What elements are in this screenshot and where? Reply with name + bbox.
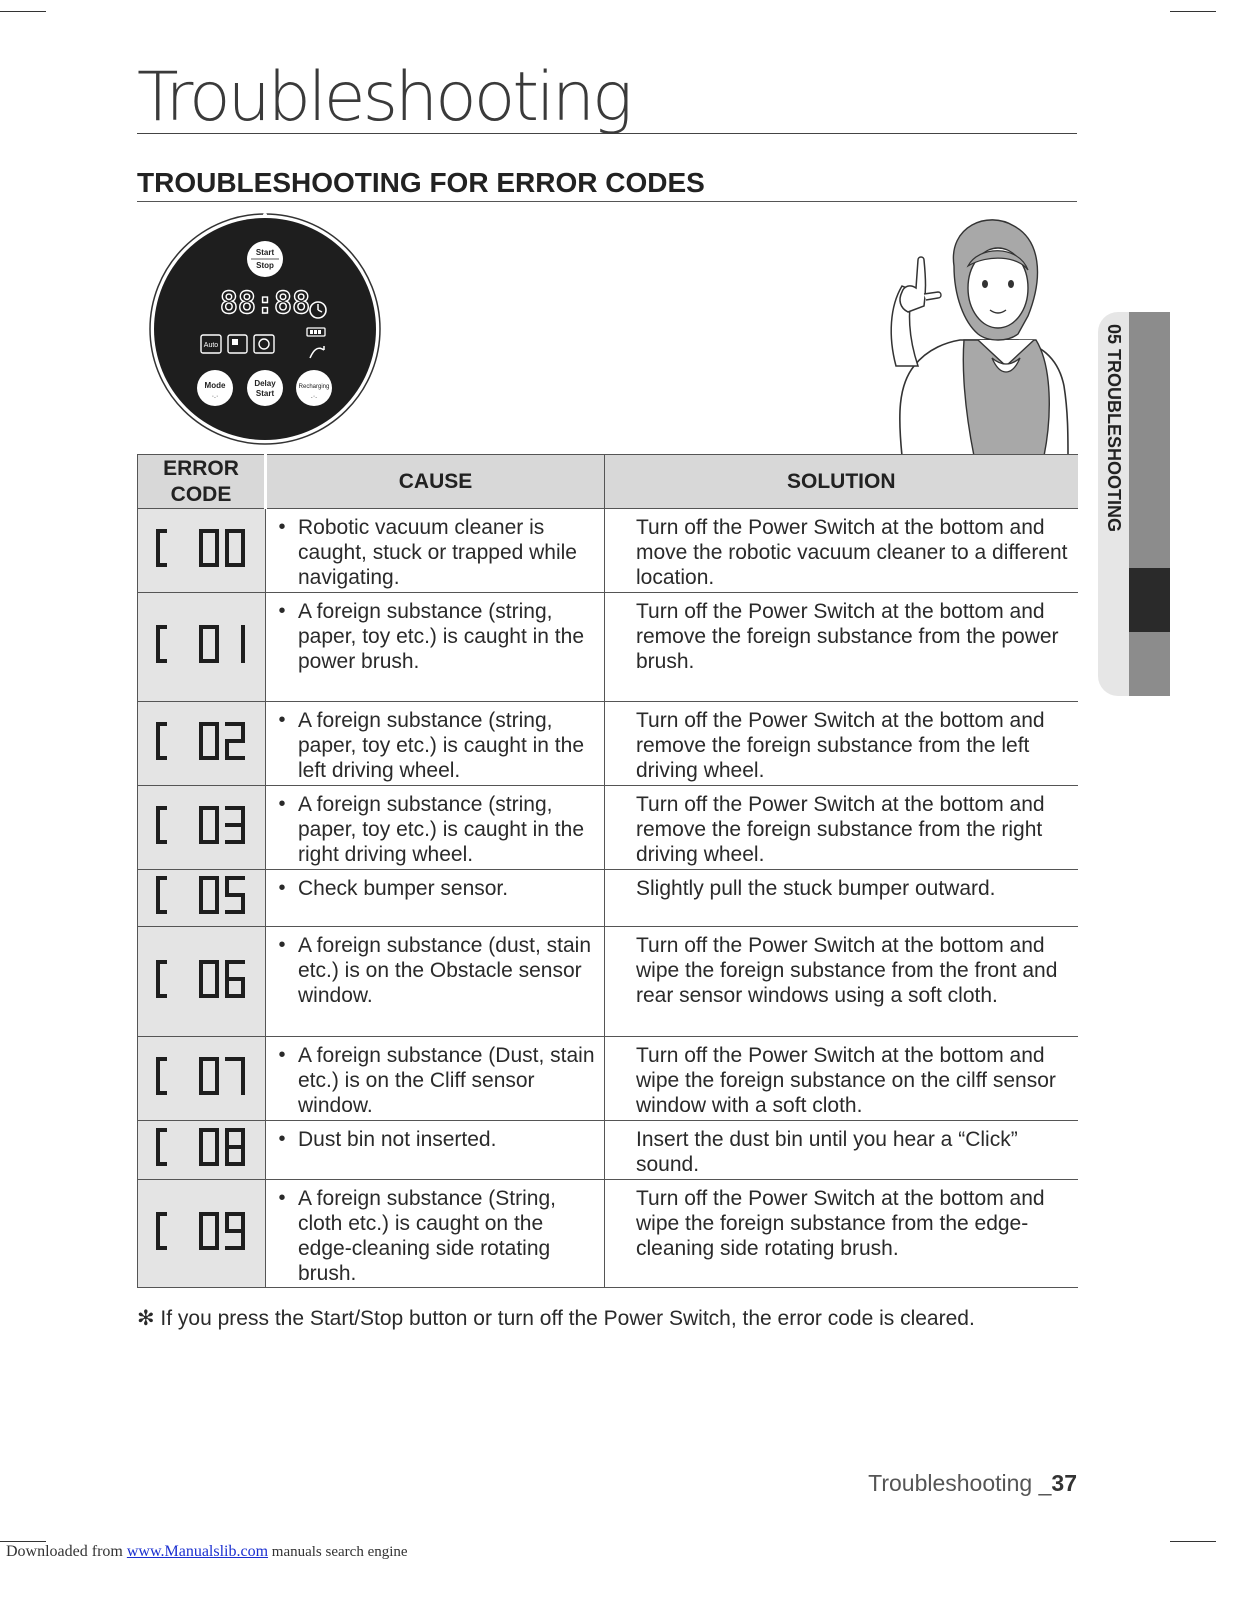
error-code-display — [152, 721, 246, 761]
error-code-cell — [138, 593, 266, 702]
led-display: 88:88 — [219, 286, 311, 321]
header-solution: SOLUTION — [605, 455, 1078, 509]
bullet-icon: • — [278, 1128, 286, 1150]
cause-text: A foreign substance (string, paper, toy etc.) is caught in the power brush. — [298, 600, 585, 673]
download-suffix: manuals search engine — [268, 1544, 408, 1560]
mode-button — [197, 370, 233, 406]
bullet-icon: • — [278, 793, 286, 815]
solution-cell: Turn off the Power Switch at the bottom and remove the foreign substance from the left driving wheel. — [605, 702, 1078, 786]
error-code-cell — [138, 702, 266, 786]
cause-text: A foreign substance (string, paper, toy etc.) is caught in the right driving wheel. — [298, 793, 585, 866]
svg-text:Mode: Mode — [204, 381, 226, 390]
error-code-cell — [138, 870, 266, 927]
error-code-display — [152, 1056, 246, 1096]
error-code-rows — [138, 509, 1078, 1288]
chapter-tab-marker — [1129, 568, 1170, 632]
error-code-cell — [138, 927, 266, 1037]
cause-cell — [266, 702, 605, 786]
download-prefix: Downloaded from — [6, 1543, 127, 1560]
cause-cell — [266, 593, 605, 702]
table-row — [138, 1121, 1078, 1180]
table-row — [138, 702, 1078, 786]
start-stop-button — [247, 241, 283, 277]
error-code-display — [152, 805, 246, 845]
solution-cell: Slightly pull the stuck bumper outward. — [605, 870, 1078, 927]
error-code-cell — [138, 1037, 266, 1121]
cause-text: A foreign substance (Dust, stain etc.) is on the Cliff sensor window. — [298, 1044, 595, 1117]
control-panel-illustration — [148, 212, 382, 446]
solution-cell: Turn off the Power Switch at the bottom and wipe the foreign substance on the cilff sensor window with a soft cloth. — [605, 1037, 1078, 1121]
error-code-display — [152, 624, 246, 664]
error-code-cell — [138, 509, 266, 593]
error-code-display — [152, 1127, 246, 1167]
page-footer — [820, 1468, 1077, 1498]
cause-text: Robotic vacuum cleaner is caught, stuck or trapped while navigating. — [298, 516, 577, 589]
solution-cell: Turn off the Power Switch at the bottom and wipe the foreign substance from the edge-cleaning side rotating brush. — [605, 1180, 1078, 1288]
footer-label: Troubleshooting _ — [868, 1470, 1052, 1496]
bullet-icon: • — [278, 516, 286, 538]
header-cause: CAUSE — [266, 455, 605, 509]
table-row — [138, 593, 1078, 702]
table-row — [138, 1037, 1078, 1121]
table-row — [138, 927, 1078, 1037]
error-code-display — [152, 959, 246, 999]
svg-text:Stop: Stop — [256, 261, 274, 270]
cause-cell — [266, 927, 605, 1037]
bullet-icon: • — [278, 877, 286, 899]
svg-text:·.·: ·.· — [211, 393, 219, 400]
cause-cell — [266, 1037, 605, 1121]
solution-cell: Turn off the Power Switch at the bottom and remove the foreign substance from the power brush. — [605, 593, 1078, 702]
cause-cell — [266, 1121, 605, 1180]
bullet-icon: • — [278, 934, 286, 956]
download-note — [6, 1541, 606, 1563]
solution-cell: Turn off the Power Switch at the bottom and remove the foreign substance from the right driving wheel. — [605, 786, 1078, 870]
chapter-tab-strip — [1129, 312, 1170, 696]
header-error-code: ERROR CODE — [138, 455, 266, 509]
table-row — [138, 1180, 1078, 1288]
error-code-table — [137, 454, 1078, 1288]
crop-mark — [0, 11, 46, 12]
svg-text:Recharging: Recharging — [298, 384, 330, 390]
bullet-icon: • — [278, 600, 286, 622]
table-row — [138, 509, 1078, 593]
page-number: 37 — [1051, 1470, 1077, 1496]
cause-text: A foreign substance (String, cloth etc.) is caught on the edge-cleaning side rotating brush. — [298, 1187, 556, 1285]
svg-text:Auto: Auto — [203, 342, 219, 349]
assistant-mascot-illustration — [868, 216, 1080, 456]
cause-text: A foreign substance (string, paper, toy etc.) is caught in the left driving wheel. — [298, 709, 585, 782]
svg-text:.·.: .·. — [310, 393, 318, 400]
cause-cell — [266, 509, 605, 593]
solution-cell: Insert the dust bin until you hear a “Click” sound. — [605, 1121, 1078, 1180]
bullet-icon: • — [278, 1187, 286, 1209]
cause-cell — [266, 1180, 605, 1288]
solution-cell: Turn off the Power Switch at the bottom and move the robotic vacuum cleaner to a different location. — [605, 509, 1078, 593]
section-title: TROUBLESHOOTING FOR ERROR CODES — [137, 166, 1077, 202]
manualslib-link[interactable]: www.Manualslib.com — [126, 1543, 269, 1560]
page-title: Troubleshooting — [137, 62, 1077, 134]
cause-text: A foreign substance (dust, stain etc.) is on the Obstacle sensor window. — [298, 934, 592, 1007]
table-row — [138, 870, 1078, 927]
table-row — [138, 786, 1078, 870]
delay-start-button — [247, 370, 283, 406]
cause-cell — [266, 786, 605, 870]
error-code-cell — [138, 1121, 266, 1180]
crop-mark — [1170, 1541, 1216, 1542]
svg-text:Delay: Delay — [254, 379, 276, 388]
svg-text:Start: Start — [255, 389, 275, 398]
error-code-cell — [138, 1180, 266, 1288]
error-code-cell — [138, 786, 266, 870]
error-code-display — [152, 875, 246, 915]
chapter-tab-label: 05 TROUBLESHOOTING — [1104, 324, 1124, 533]
cause-text: Check bumper sensor. — [298, 877, 509, 900]
footnote: ✻ If you press the Start/Stop button or turn off the Power Switch, the error code is cleared. — [137, 1307, 975, 1330]
crop-mark — [1170, 11, 1216, 12]
solution-cell: Turn off the Power Switch at the bottom and wipe the foreign substance from the front and rear sensor windows using a soft cloth. — [605, 927, 1078, 1037]
bullet-icon: • — [278, 709, 286, 731]
error-code-display — [152, 528, 246, 568]
cause-text: Dust bin not inserted. — [298, 1128, 497, 1151]
recharging-button — [296, 370, 332, 406]
cause-cell — [266, 870, 605, 927]
error-code-display — [152, 1211, 246, 1251]
svg-text:Start: Start — [255, 248, 275, 257]
bullet-icon: • — [278, 1044, 286, 1066]
